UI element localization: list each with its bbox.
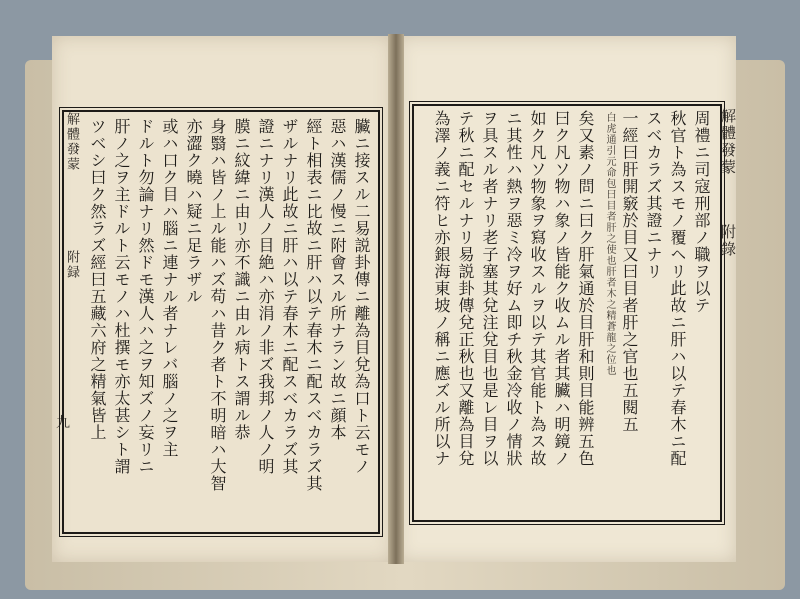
right-col-4: 一經曰肝開竅於目又曰目者肝之官也五閱五 xyxy=(620,110,639,433)
left-page-number: 九 xyxy=(56,415,70,431)
right-col-7: 曰ク凡ソ物ハ象ノ皆能ク收ムル者其臟ハ明鏡ノ xyxy=(552,110,571,467)
right-col-11: テ秋ニ配セルナリ易説卦傳兌正秋也又離為目兌 xyxy=(456,110,475,467)
left-col-2: 惡ハ漢儒ノ慢ニ附會スル所ナラン故ニ顔本 xyxy=(328,118,347,441)
right-col-8: 如ク凡ソ物象ヲ寫收スルヲ以テ其官能ト為ス故 xyxy=(528,110,547,467)
book-gutter xyxy=(388,34,404,564)
left-col-11: 肝ノ之ヲ主ドルト云モノハ杜撰モ亦太甚シト謂 xyxy=(112,118,131,475)
left-col-5: 證ニナリ漢人ノ目絶ハ亦涓ノ非ズ我邦ノ人ノ明 xyxy=(256,118,275,475)
left-margin-title: 解體發蒙 xyxy=(64,112,79,172)
left-col-3: 經ト相表ニ比故ニ肝ハ以テ春木ニ配スベカラズ其 xyxy=(304,118,323,492)
left-col-7: 身翳ハ皆ノ上ル能ハズ苟ハ昔ク者ト不明暗ハ大智 xyxy=(208,118,227,492)
right-col-3: スベカラズ其證ニナリ xyxy=(644,110,663,280)
left-col-1: 臟ニ接スル二易説卦傳ニ離為目兌為口ト云モノ xyxy=(352,118,371,475)
right-col-6: 矣又素ノ問ニ曰ク肝氣通於目肝和則目能辨五色 xyxy=(576,110,595,467)
left-col-12: ツベシ曰ク然ラズ經曰五藏六府之精氣皆上 xyxy=(88,118,107,441)
left-col-6: 膜ニ紋緯ニ由リ亦不識ニ由ル病トス謂ル恭 xyxy=(232,118,251,441)
left-col-9: 或ハ口ク目ハ腦ニ連ナル者ナレバ腦ノ之ヲ主 xyxy=(160,118,179,458)
left-col-10: ドルト勿論ナリ然ドモ漢人ハ之ヲ知ズノ妄リニ xyxy=(136,118,155,475)
left-col-4: ザルナリ此故ニ肝ハ以テ春木ニ配スベカラズ其 xyxy=(280,118,299,475)
left-margin-section: 附録 xyxy=(64,250,79,280)
right-col-1: 周禮ニ司寇刑部ノ職ヲ以テ xyxy=(692,110,711,314)
right-col-5: 白虎通引元命包曰目者肝之使也肝者木之精蒼龍之位也 xyxy=(604,112,615,376)
right-col-10: ヲ具スル者ナリ老子塞其兌注兌目也是レ目ヲ以 xyxy=(480,110,499,467)
right-col-2: 秋官ト為スモノ覆ヘリ此故ニ肝ハ以テ春木ニ配 xyxy=(668,110,687,467)
right-header-title: 解體發蒙 xyxy=(719,108,737,176)
left-col-8: 亦澀ク曉ハ疑ニ足ラザル xyxy=(184,118,203,305)
right-header-section: 附錄 xyxy=(719,224,737,258)
right-col-9: ニ其性ハ熱ヲ惡ミ冷ヲ好ム即チ秋金冷收ノ情狀 xyxy=(504,110,523,467)
right-col-12: 為澤ノ義ニ符ヒ亦銀海東坡ノ稱ニ應ズル所以ナ xyxy=(432,110,451,467)
